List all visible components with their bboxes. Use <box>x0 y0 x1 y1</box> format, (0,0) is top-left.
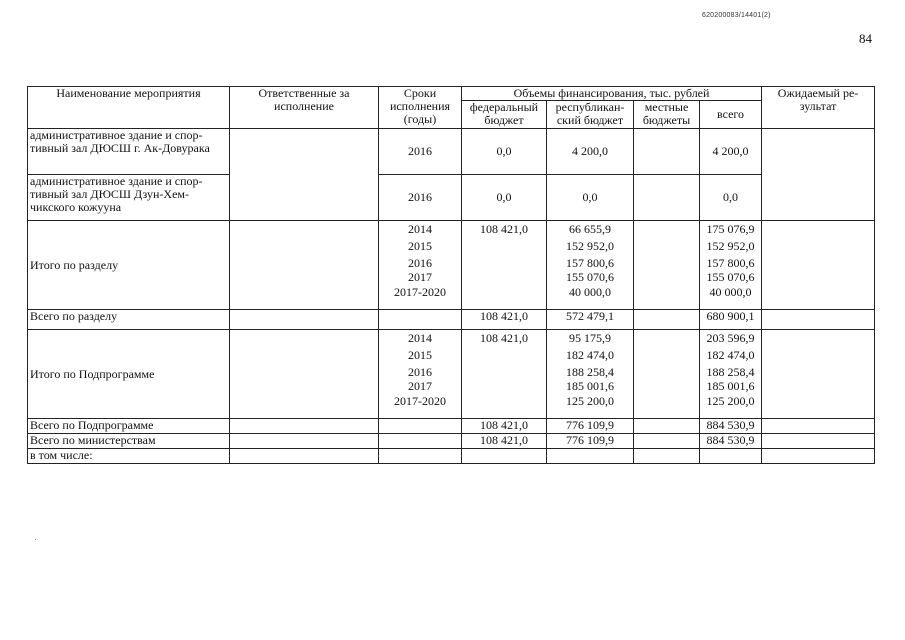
republican-cell: 185 001,6 <box>566 379 614 393</box>
row-republican: 572 479,1 <box>547 310 634 330</box>
page-number: 84 <box>859 31 872 46</box>
row-years <box>379 330 462 419</box>
scan-speck <box>35 539 36 540</box>
row-local <box>634 310 700 330</box>
col-header-republican: республикан-ский бюджет <box>547 101 634 129</box>
total-cell: 182 474,0 <box>706 348 755 362</box>
row-local <box>634 434 700 449</box>
year-cell: 2017-2020 <box>394 285 446 299</box>
row-result <box>762 221 875 310</box>
row-years <box>379 221 462 310</box>
table-row-program-total <box>28 419 875 434</box>
financing-table <box>27 86 875 464</box>
row-responsible <box>230 221 379 310</box>
row-result <box>762 330 875 419</box>
row-federal <box>462 449 547 464</box>
row-republican <box>547 330 634 419</box>
row-total: 884 530,9 <box>700 434 762 449</box>
total-cell: 203 596,9 <box>706 331 755 345</box>
table-row-ministries-total <box>28 434 875 449</box>
table-row <box>28 175 875 221</box>
year-cell: 2016 <box>408 256 432 270</box>
row-name: Всего по министерствам <box>28 434 230 449</box>
republican-cell: 125 200,0 <box>566 394 614 408</box>
document-id: 620200083/14401(2) <box>702 12 771 19</box>
republican-cell: 40 000,0 <box>569 285 611 299</box>
row-responsible <box>230 310 379 330</box>
row-year: 2016 <box>379 129 462 175</box>
republican-cell: 66 655,9 <box>569 222 611 236</box>
row-responsible <box>230 330 379 419</box>
row-republican: 776 109,9 <box>547 419 634 434</box>
row-federal: 108 421,0 <box>462 434 547 449</box>
row-republican <box>547 221 634 310</box>
table-row-including <box>28 449 875 464</box>
federal-cell: 108 421,0 <box>480 331 528 345</box>
total-cell: 40 000,0 <box>709 285 752 299</box>
federal-cell: 108 421,0 <box>480 222 528 236</box>
row-result <box>762 419 875 434</box>
row-local <box>634 419 700 434</box>
row-result <box>762 310 875 330</box>
row-republican: 776 109,9 <box>547 434 634 449</box>
row-responsible <box>230 449 379 464</box>
row-year <box>379 310 462 330</box>
row-total <box>700 330 762 419</box>
republican-cell: 157 800,6 <box>566 256 614 270</box>
table-row <box>28 129 875 175</box>
row-total: 884 530,9 <box>700 419 762 434</box>
year-cell: 2014 <box>408 222 432 236</box>
row-result <box>762 449 875 464</box>
total-cell: 152 952,0 <box>706 239 755 253</box>
total-cell: 175 076,9 <box>706 222 755 236</box>
row-year <box>379 449 462 464</box>
col-header-local: местные бюджеты <box>634 101 700 129</box>
row-republican: 0,0 <box>547 175 634 221</box>
col-header-name: Наименование мероприятия <box>28 87 230 129</box>
year-cell: 2016 <box>408 365 432 379</box>
year-cell: 2017 <box>408 379 432 393</box>
row-year <box>379 419 462 434</box>
col-header-responsible: Ответственные за исполнение <box>230 87 379 129</box>
row-year: 2016 <box>379 175 462 221</box>
row-year <box>379 434 462 449</box>
row-responsible <box>230 419 379 434</box>
total-cell: 185 001,6 <box>706 379 755 393</box>
row-federal: 108 421,0 <box>462 419 547 434</box>
row-name: Итого по Подпрограмме <box>28 330 230 419</box>
row-name: Итого по разделу <box>28 221 230 310</box>
row-name: Всего по разделу <box>28 310 230 330</box>
row-federal: 108 421,0 <box>462 310 547 330</box>
republican-cell: 182 474,0 <box>566 348 614 362</box>
year-cell: 2015 <box>408 239 432 253</box>
row-total <box>700 221 762 310</box>
total-cell: 157 800,6 <box>706 256 755 270</box>
table-header-row-1 <box>28 87 875 101</box>
row-federal <box>462 221 547 310</box>
row-local <box>634 175 700 221</box>
row-responsible <box>230 129 379 221</box>
row-local <box>634 449 700 464</box>
table-row-program <box>28 330 875 419</box>
total-cell: 155 070,6 <box>706 270 755 284</box>
total-cell: 125 200,0 <box>706 394 755 408</box>
row-name: Всего по Подпрограмме <box>28 419 230 434</box>
republican-cell: 188 258,4 <box>566 365 614 379</box>
year-cell: 2014 <box>408 331 432 345</box>
row-name: в том числе: <box>28 449 230 464</box>
row-republican <box>547 449 634 464</box>
col-header-federal: федеральный бюджет <box>462 101 547 129</box>
col-header-funding: Объемы финансирования, тыс. рублей <box>462 87 762 101</box>
year-cell: 2017 <box>408 270 432 284</box>
row-local <box>634 221 700 310</box>
row-federal: 0,0 <box>462 129 547 175</box>
col-header-total: всего <box>700 101 762 129</box>
col-header-terms: Сроки исполнения (годы) <box>379 87 462 129</box>
republican-cell: 95 175,9 <box>569 331 611 345</box>
row-local <box>634 330 700 419</box>
table-row-section <box>28 221 875 310</box>
col-header-result: Ожидаемый ре-зультат <box>762 87 875 129</box>
year-cell: 2015 <box>408 348 432 362</box>
row-result <box>762 129 875 221</box>
total-cell: 188 258,4 <box>706 365 755 379</box>
row-total: 0,0 <box>700 175 762 221</box>
row-name: административное здание и спор-тивный зал ДЮСШ Дзун-Хем-чикского кожууна <box>28 175 230 221</box>
row-republican: 4 200,0 <box>547 129 634 175</box>
row-total: 680 900,1 <box>700 310 762 330</box>
row-name: административное здание и спор-тивный зал ДЮСШ г. Ак-Довурака <box>28 129 230 175</box>
row-responsible <box>230 434 379 449</box>
year-cell: 2017-2020 <box>394 394 446 408</box>
republican-cell: 155 070,6 <box>566 270 614 284</box>
table-row-section-total <box>28 310 875 330</box>
row-federal <box>462 330 547 419</box>
row-federal: 0,0 <box>462 175 547 221</box>
row-local <box>634 129 700 175</box>
row-total: 4 200,0 <box>700 129 762 175</box>
row-result <box>762 434 875 449</box>
republican-cell: 152 952,0 <box>566 239 614 253</box>
row-total <box>700 449 762 464</box>
